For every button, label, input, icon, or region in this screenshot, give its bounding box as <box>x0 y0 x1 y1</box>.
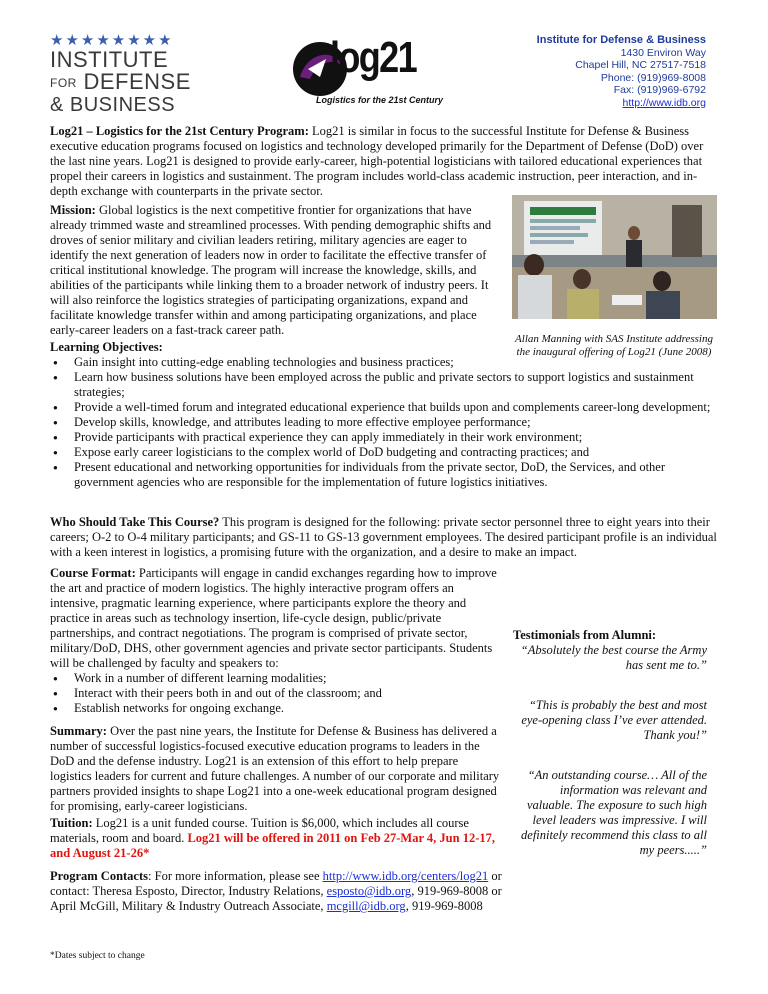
logo-line-business: & BUSINESS <box>50 94 176 117</box>
logo-line-for: FOR <box>50 76 77 91</box>
testimonials-section <box>513 628 707 858</box>
photo-caption-line2: the inaugural offering of Log21 (June 2008) <box>516 346 712 358</box>
contact-address1: 1430 Environ Way <box>620 46 706 59</box>
contacts-text-4: , 919-969-8008 <box>405 899 483 913</box>
tuition-paragraph <box>50 816 502 861</box>
who-text: This program is designed for the following: private sector personnel three to eight years into their careers; O-2 to O-4 military participants; and GS-11 to GS-13 government employees. The desired participant profile is an individual with a keen interest in logistics, a promising future with the organization, and a desire to make an impact. <box>50 515 717 559</box>
objectives-section <box>50 340 722 490</box>
contact-org: Institute for Defense & Business <box>536 34 706 46</box>
who-heading: Who Should Take This Course? <box>50 515 220 529</box>
contacts-paragraph <box>50 869 502 914</box>
contacts-text-3: , 919-969-8008 or April McGill, Military & Industry Outreach Associate, <box>50 884 502 913</box>
contacts-text-2: or contact: Theresa Esposto, Director, Industry Relations, <box>50 869 502 898</box>
testimonial-quote-1: “Absolutely the best course the Army has sent me to.” <box>520 643 707 672</box>
contact-block <box>446 34 706 110</box>
intro-paragraph <box>50 124 718 199</box>
objective-list-item: ● Learn how business solutions have been employed across the public and private sectors to support logistics and sustainment strategies; <box>50 370 722 400</box>
format-text: Participants will engage in candid exchanges regarding how to improve the art and practice of modern logistics. The highly interactive program offers an intensive, pragmatic learning experience, where participants explore the theory and practice in areas such as technology insertion, life-cycle design, public/private partnerships, and contract negotiations. The program is comprised of private sector, military/DoD, DHS, other government agencies and private sector participants. Students will be challenged by faculty and speakers to: <box>50 566 497 670</box>
classroom-photo-icon <box>512 195 717 319</box>
summary-text: Over the past nine years, the Institute for Defense & Business has delivered a number of successful logistics-focused executive education programs to leaders in the DoD and the defense industry. Log21 is an extension of this effort to help prepare logistics leaders for current and future challenges. A number of our corporate and military partners provided insights to shape Log21 into a one-week educational program designed for promising, early-career logisticians. <box>50 724 500 813</box>
mission-text: Global logistics is the next competitive frontier for organizations that have already trimmed waste and streamlined processes. With pending demographic shifts and droves of senior military and civilian leaders retiring, military agencies are eager to identify the next generation of leaders now in order to facilitate the effective transfer of critical institutional knowledge. The program will increase the knowledge, skills, and abilities of the participants while linking them to a broader network of industry peers. It will also reinforce the logistics strategies of participating organizations, expand and facilitate knowledge transfer within and among participating organizations, and place early-career leaders on a fast-track career path. <box>50 203 492 337</box>
log21-tagline: Logistics for the 21st Century <box>316 95 444 105</box>
objective-list-item: ● Present educational and networking opportunities for individuals from the private sector, DoD, the Services, and other government agencies who are responsible for the implementation of future logistics initiatives. <box>50 460 722 490</box>
contact-url-link[interactable]: http://www.idb.org <box>622 96 706 109</box>
objective-list-item: ● Expose early career logisticians to the complex world of DoD budgeting and contracting practices; and <box>50 445 722 460</box>
ifdb-logo <box>50 33 191 117</box>
logo-line-defense: DEFENSE <box>83 69 191 94</box>
objective-list-item: ● Provide participants with practical experience they can apply immediately in their work environment; <box>50 430 722 445</box>
mission-paragraph <box>50 203 502 338</box>
mission-heading: Mission: <box>50 203 96 217</box>
esposto-email-link[interactable]: esposto@idb.org <box>326 884 412 898</box>
objective-list-item: ● Develop skills, knowledge, and attributes leading to more effective employee performance; <box>50 415 722 430</box>
contacts-heading: Program Contacts <box>50 869 149 883</box>
who-paragraph <box>50 515 722 560</box>
log21-url-link[interactable]: http://www.idb.org/centers/log21 <box>322 869 489 883</box>
format-heading: Course Format: <box>50 566 136 580</box>
footnote: *Dates subject to change <box>50 951 145 961</box>
logo-line-institute: INSTITUTE <box>50 47 169 72</box>
tuition-heading: Tuition: <box>50 816 93 830</box>
summary-paragraph <box>50 724 502 814</box>
intro-text: Log21 is similar in focus to the successful Institute for Defense & Business executive education programs focused on logistics and technology developed primarily for the Department of Defense (DoD) over the last nine years. Log21 is designed to provide early-career, high-potential logisticians with tailored educational experiences that propel their careers in logistics and sustainment. The program includes world-class academic instruction, peer interaction, and in-depth exchange with counterparts in the private sector. <box>50 124 704 198</box>
tuition-text: Log21 is a unit funded course. Tuition is $6,000, which includes all course materials, room and board. <box>50 816 469 845</box>
objectives-heading: Learning Objectives: <box>50 340 163 354</box>
mcgill-email-link[interactable]: mcgill@idb.org <box>326 899 406 913</box>
testimonial-quote-2: “This is probably the best and most eye-opening class I’ve ever attended. Thank you!” <box>521 698 707 742</box>
contact-fax: Fax: (919)969-6792 <box>613 84 706 97</box>
format-list-item: ● Work in a number of different learning modalities; <box>50 671 502 686</box>
format-list-item: ● Interact with their peers both in and out of the classroom; and <box>50 686 502 701</box>
log21-logo <box>288 33 444 110</box>
format-section <box>50 566 502 716</box>
intro-heading: Log21 – Logistics for the 21st Century Program: <box>50 124 309 138</box>
contact-address2: Chapel Hill, NC 27517-7518 <box>575 59 706 72</box>
stars-icon: ★★★★★★★★ <box>50 33 174 49</box>
objectives-list <box>50 355 722 490</box>
format-list-item: ● Establish networks for ongoing exchange. <box>50 701 502 716</box>
format-list <box>50 671 502 716</box>
contact-phone: Phone: (919)969-8008 <box>600 71 706 84</box>
testimonial-quote-3: “An outstanding course… All of the information was relevant and valuable. The exposure to such high level leaders was impressive. I will definitely recommend this class to all my peers.....” <box>521 768 707 857</box>
classroom-photo <box>512 195 717 319</box>
objective-list-item: ● Provide a well-timed forum and integrated educational experience that builds upon and complements career-long development; <box>50 400 722 415</box>
tuition-dates-highlight: Log21 will be offered in 2011 on Feb 27-Mar 4, Jun 12-17, and August 21-26* <box>50 831 495 860</box>
objective-list-item: ● Gain insight into cutting-edge enabling technologies and business practices; <box>50 355 722 370</box>
log21-wordmark: log21 <box>330 33 417 82</box>
summary-heading: Summary: <box>50 724 107 738</box>
contacts-text-1: : For more information, please see <box>148 869 320 883</box>
photo-caption-line1: Allan Manning with SAS Institute addressing <box>515 333 713 345</box>
testimonials-heading: Testimonials from Alumni: <box>513 628 657 642</box>
